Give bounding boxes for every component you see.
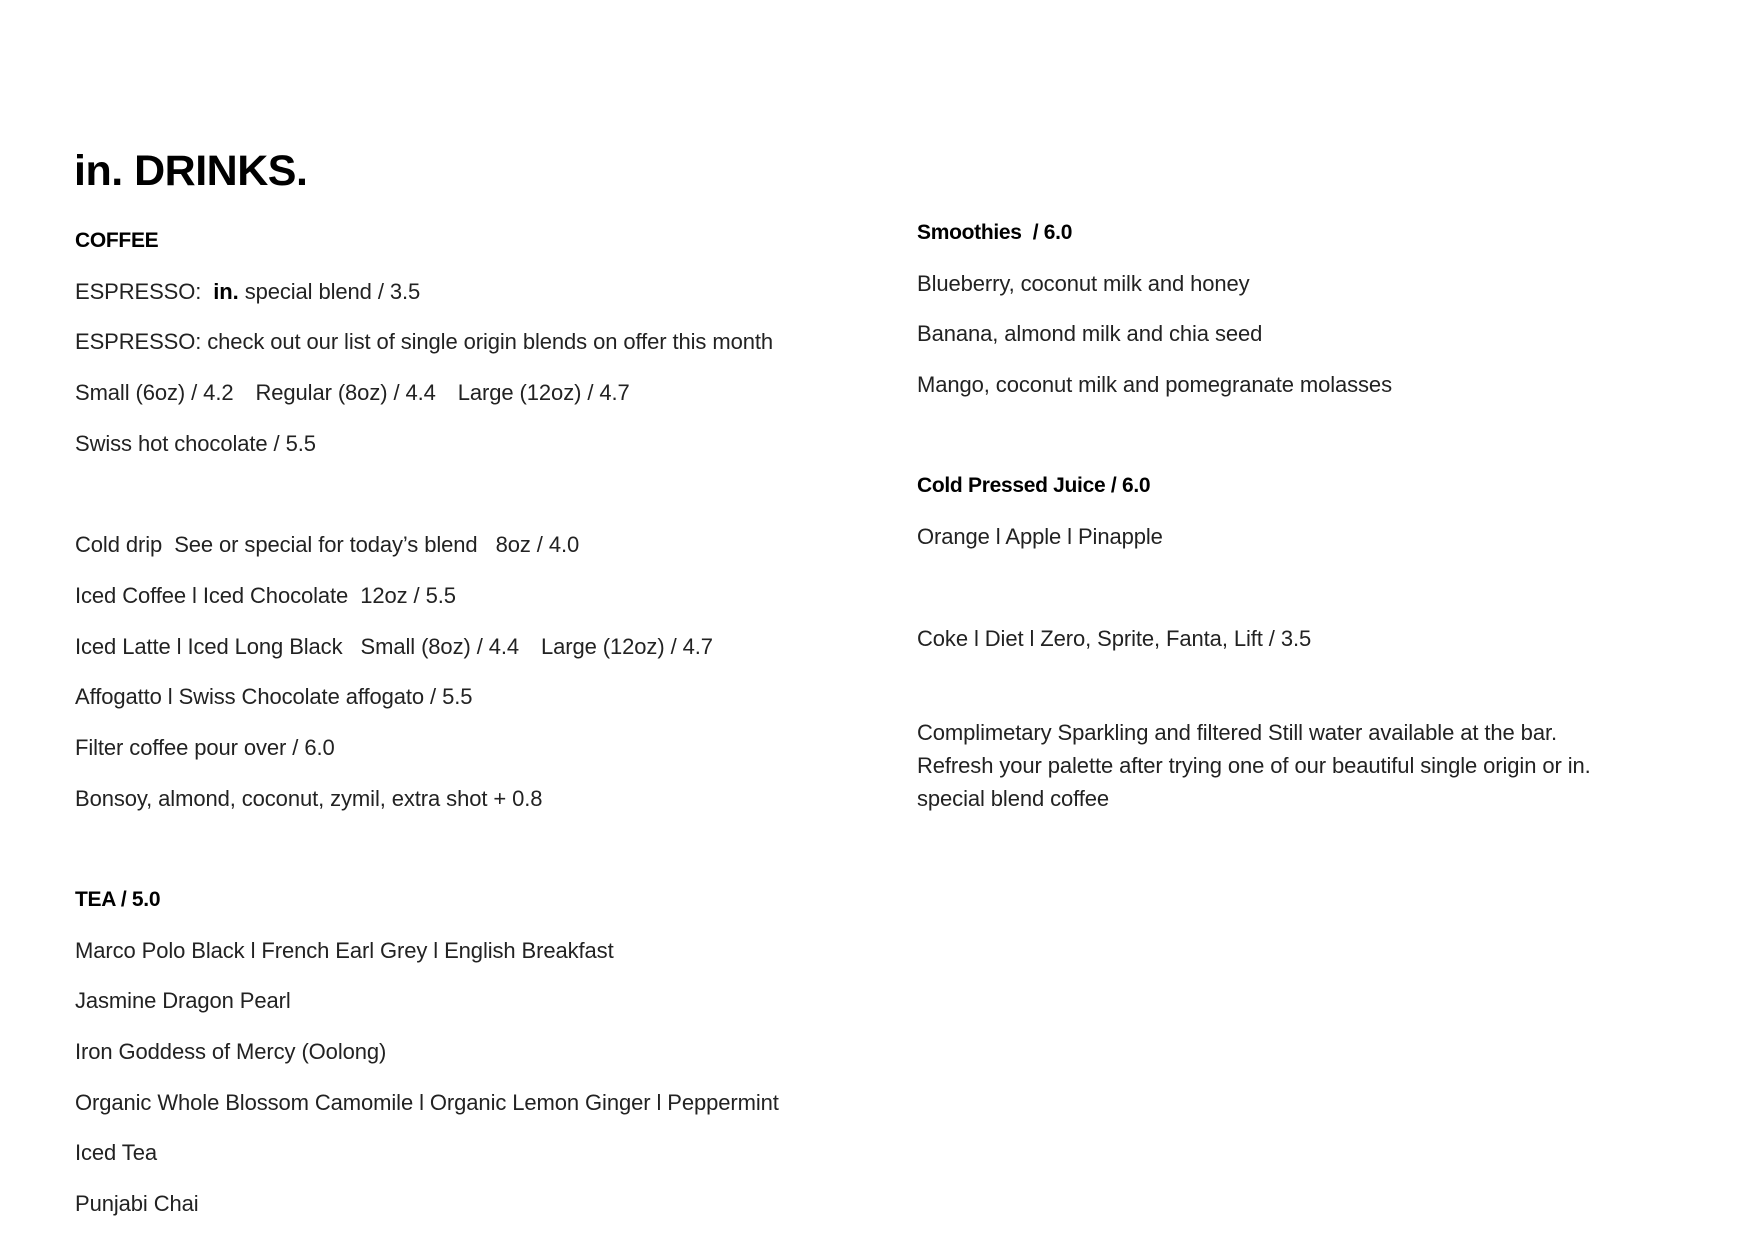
menu-item-affogato: Affogatto l Swiss Chocolate affogato / 5.5 [75, 684, 473, 710]
espresso-prefix: ESPRESSO: [75, 278, 202, 304]
menu-item-espresso-special [75, 267, 875, 318]
cold-drip-note: See or special for today’s blend [174, 532, 478, 558]
menu-item-tea: Iron Goddess of Mercy (Oolong) [75, 1039, 387, 1064]
brand-mark: in. [213, 278, 239, 304]
menu-item-coffee-sizes [75, 368, 875, 419]
spacer [917, 563, 1697, 614]
section-heading-juice: Cold Pressed Juice / 6.0 [917, 474, 1151, 498]
menu-item-tea: Organic Whole Blossom Camomile l Organic Lemon Ginger l Peppermint [75, 1089, 779, 1115]
menu-item-juice: Orange l Apple l Pinapple [917, 524, 1163, 550]
size-small: Small (6oz) / 4.2 [75, 380, 234, 406]
water-note-line: special blend coffee [917, 786, 1110, 812]
iced-latte-large: Large (12oz) / 4.7 [541, 633, 713, 659]
water-note [917, 716, 1677, 815]
water-note-line: Refresh your palette after trying one of our beautiful single origin or in. [917, 753, 1591, 779]
menu-item-smoothie: Blueberry, coconut milk and honey [917, 270, 1250, 296]
cold-drip-price: 8oz / 4.0 [495, 532, 580, 558]
menu-item-iced-latte [75, 622, 875, 673]
menu-item-cold-drip [75, 520, 875, 571]
left-column [75, 216, 875, 1230]
size-large: Large (12oz) / 4.7 [457, 380, 630, 406]
iced-coffee-price: 12oz / 5.5 [360, 582, 456, 608]
iced-coffee-name: Iced Coffee l Iced Chocolate [75, 582, 349, 608]
menu-item-tea: Iced Tea [75, 1140, 157, 1166]
menu-item-tea: Marco Polo Black l French Earl Grey l English Breakfast [75, 937, 614, 963]
menu-item-soft-drinks: Coke l Diet l Zero, Sprite, Fanta, Lift / 3.5 [917, 625, 1312, 651]
menu-item-iced-coffee [75, 571, 875, 622]
iced-latte-small: Small (8oz) / 4.4 [360, 633, 520, 659]
right-column [917, 208, 1697, 815]
menu-item-tea: Punjabi Chai [75, 1191, 199, 1217]
cold-drip-name: Cold drip [75, 532, 163, 558]
iced-latte-name: Iced Latte l Iced Long Black [75, 633, 343, 659]
section-heading-smoothies: Smoothies / 6.0 [917, 221, 1073, 244]
spacer [75, 469, 875, 520]
spacer [917, 664, 1697, 706]
size-regular: Regular (8oz) / 4.4 [255, 380, 436, 406]
menu-item-espresso-single-origin: ESPRESSO: check out our list of single origin blends on offer this month [75, 329, 773, 355]
spacer [917, 411, 1697, 462]
menu-item-smoothie: Mango, coconut milk and pomegranate molasses [917, 372, 1392, 398]
menu-item-swiss-hot-chocolate: Swiss hot chocolate / 5.5 [75, 430, 316, 456]
menu-item-smoothie: Banana, almond milk and chia seed [917, 321, 1263, 347]
spacer [75, 824, 875, 875]
section-heading-tea: TEA / 5.0 [75, 887, 161, 911]
section-heading-coffee: COFFEE [75, 229, 159, 252]
menu-item-tea: Jasmine Dragon Pearl [75, 988, 291, 1014]
menu-item-filter-coffee: Filter coffee pour over / 6.0 [75, 734, 335, 760]
espresso-suffix: special blend / 3.5 [244, 278, 421, 304]
menu-item-extras: Bonsoy, almond, coconut, zymil, extra shot + 0.8 [75, 785, 543, 811]
page-title: in. DRINKS. [74, 147, 308, 195]
water-note-line: Complimetary Sparkling and filtered Still water available at the bar. [917, 720, 1557, 746]
